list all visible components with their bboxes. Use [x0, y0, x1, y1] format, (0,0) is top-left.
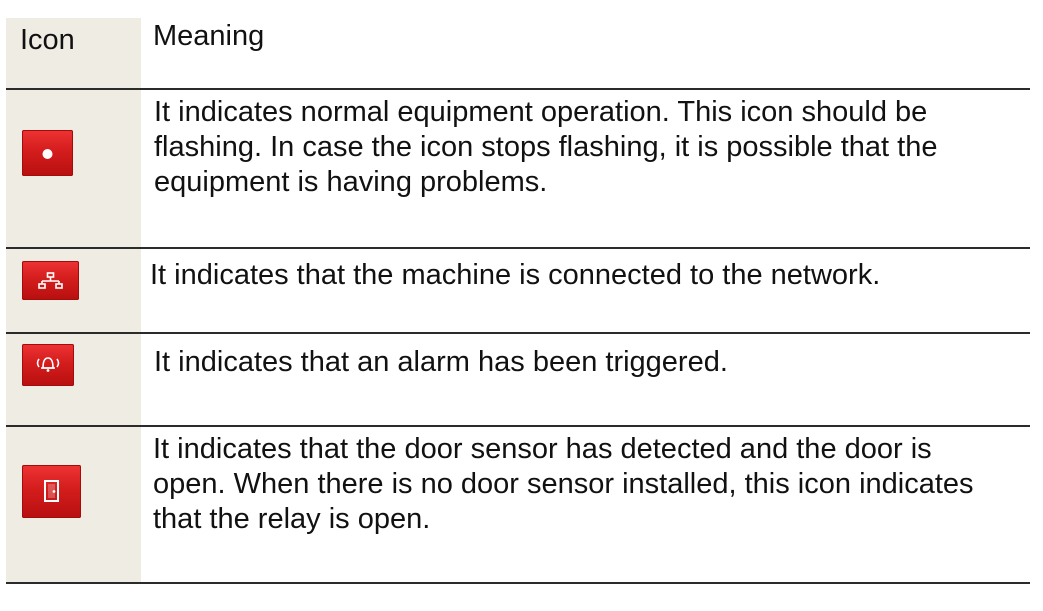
table-row: [6, 427, 1030, 582]
table-bottom-rule: [6, 582, 1030, 584]
row-meaning: It indicates normal equipment operation. This icon should be flashing. In case the icon stops flashing, it is possible that the equipment is having problems.: [154, 96, 938, 198]
table-row: [6, 249, 1030, 332]
door-icon: [22, 465, 81, 518]
row-meaning: It indicates that the door sensor has detected and the door is open. When there is no door sensor installed, this icon indicates that the relay is open.: [153, 433, 974, 535]
icon-column-header: Icon: [20, 24, 75, 56]
alarm-bell-icon: [22, 344, 74, 386]
table-header-row: [6, 18, 1030, 88]
status-dot-icon: [22, 130, 73, 176]
network-icon: [22, 261, 79, 300]
table-row: [6, 90, 1030, 247]
row-meaning: It indicates that an alarm has been triggered.: [154, 346, 728, 378]
meaning-column-header: Meaning: [153, 20, 265, 52]
table-row: [6, 334, 1030, 425]
row-meaning: It indicates that the machine is connected to the network.: [150, 259, 881, 291]
